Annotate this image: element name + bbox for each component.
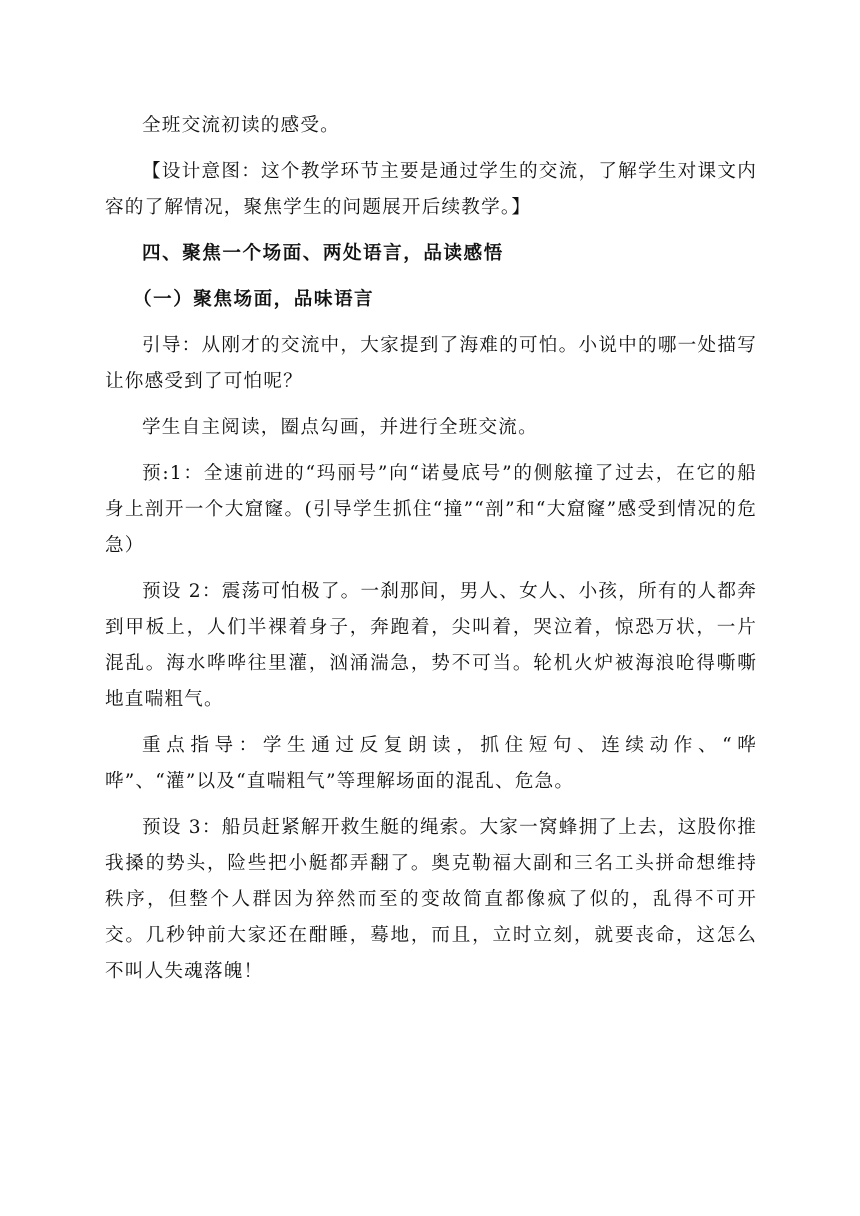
paragraph-key-guidance: 重点指导：学生通过反复朗读，抓住短句、连续动作、“哗哗”、“灌”以及“直喘粗气”等理解场面的混乱、危急。 [105,735,757,792]
paragraph-design-intent: 【设计意图：这个教学环节主要是通过学生的交流，了解学生对课文内容的了解情况，聚焦学生的问题展开后续教学。】 [105,161,757,218]
paragraph-initial-feelings: 全班交流初读的感受。 [142,115,340,136]
paragraph-self-reading: 学生自主阅读，圈点勾画，并进行全班交流。 [142,417,538,438]
subsection-heading: （一）聚焦场面，品味语言 [133,289,375,310]
paragraph-guidance: 引导：从刚才的交流中，大家提到了海难的可怕。小说中的哪一处描写让你感受到了可怕呢？ [105,335,757,392]
paragraph-preset-2: 预设 2：震荡可怕极了。一刹那间，男人、女人、小孩，所有的人都奔到甲板上，人们半裸着身子，奔跑着，尖叫着，哭泣着，惊恐万状，一片混乱。海水哗哗往里灌，汹涌湍急，势不可当。轮机火炉被海浪呛得嘶嘶地直喘粗气。 [105,581,757,710]
paragraph-preset-1: 预:1：全速前进的“玛丽号”向“诺曼底号”的侧舷撞了过去，在它的船身上剖开一个大窟窿。(引导学生抓住“撞”“剖”和“大窟窿”感受到情况的危急） [105,463,757,556]
paragraph-preset-3: 预设 3：船员赶紧解开救生艇的绳索。大家一窝蜂拥了上去，这股你推我搡的势头，险些把小艇都弄翻了。奥克勒福大副和三名工头拼命想维持秩序，但整个人群因为猝然而至的变故简直都像疯了似的，乱得不可开交。几秒钟前大家还在酣睡，蓦地，而且，立时立刻，就要丧命，这怎么不叫人失魂落魄！ [105,817,757,982]
document-page [105,108,757,990]
section-heading: 四、聚焦一个场面、两处语言，品读感悟 [142,243,504,264]
